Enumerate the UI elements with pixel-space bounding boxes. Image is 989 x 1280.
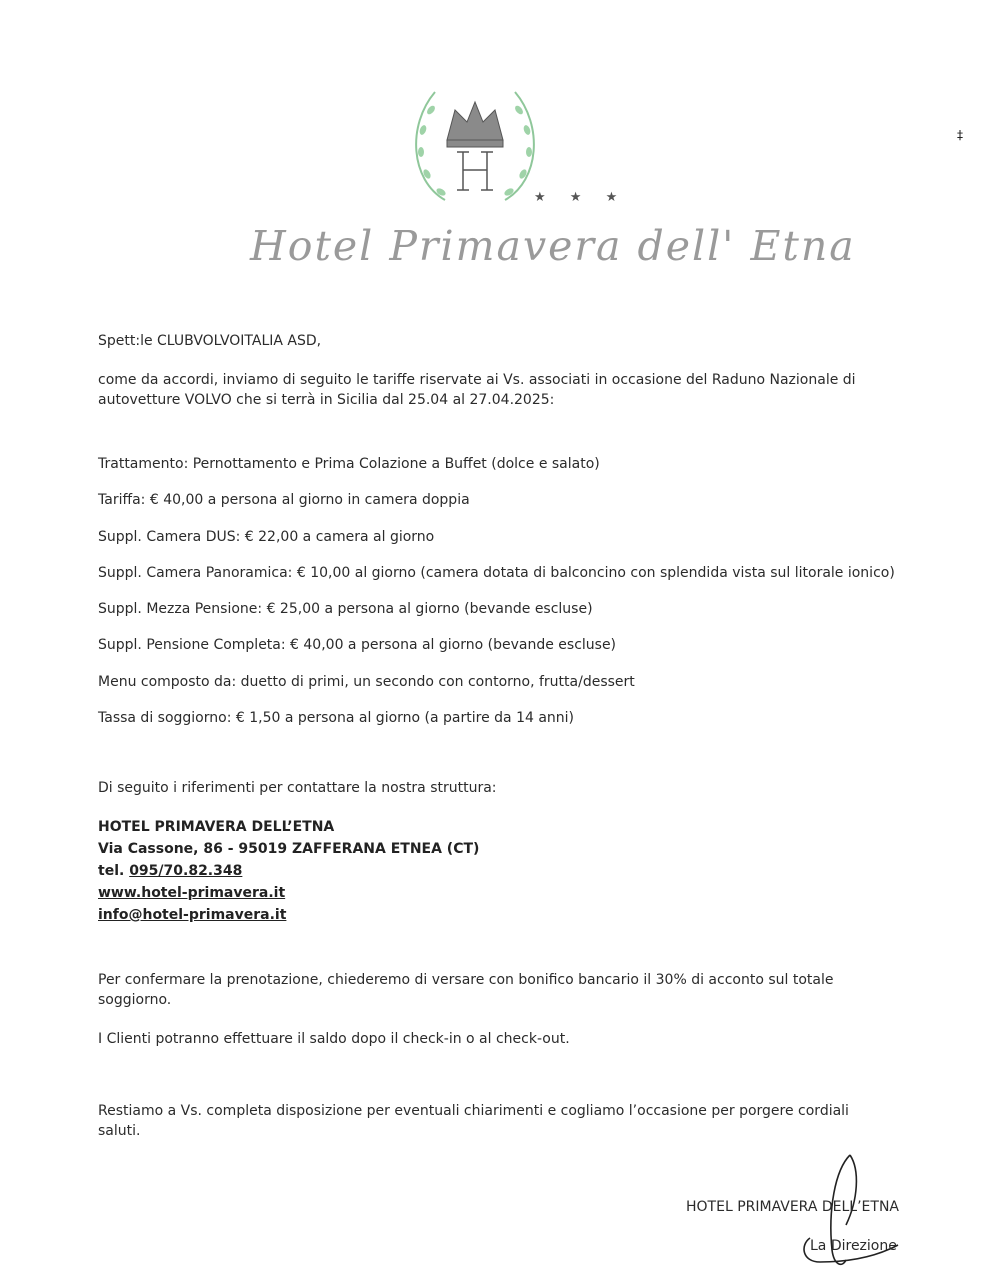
rates-list — [98, 454, 895, 744]
greeting: Spett:le CLUBVOLVOITALIA ASD, — [98, 333, 322, 349]
intro-paragraph: come da accordi, inviamo di seguito le tariffe riservate ai Vs. associati in occasione del Raduno Nazionale di autovetture VOLVO che si terrà in Sicilia dal 25.04 al 27.04.2025: — [98, 372, 856, 408]
balance-paragraph: I Clienti potranno effettuare il saldo dopo il check-in o al check-out. — [98, 1031, 570, 1047]
rate-item: Tassa di soggiorno: € 1,50 a persona al giorno (a partire da 14 anni) — [98, 710, 575, 727]
contact-intro: Di seguito i riferimenti per contattare la nostra struttura: — [98, 780, 497, 796]
rate-item: Tariffa: € 40,00 a persona al giorno in camera doppia — [98, 492, 470, 509]
hotel-crest-logo — [405, 80, 545, 210]
rate-item: Menu composto da: duetto di primi, un secondo con contorno, frutta/dessert — [98, 673, 635, 690]
tel-label: tel. — [98, 863, 130, 879]
rate-item: Suppl. Camera DUS: € 22,00 a camera al giorno — [98, 528, 435, 545]
contact-block — [98, 816, 479, 926]
closing-paragraph: Restiamo a Vs. completa disposizione per eventuali chiarimenti e cogliamo l’occasione per porgere cordiali saluti. — [98, 1103, 849, 1139]
website-link[interactable]: www.hotel-primavera.it — [98, 885, 286, 901]
signature-hotel-name: HOTEL PRIMAVERA DELL’ETNA — [686, 1199, 899, 1215]
rate-item: Suppl. Pensione Completa: € 40,00 a persona al giorno (bevande escluse) — [98, 637, 617, 654]
contact-hotel-name: HOTEL PRIMAVERA DELL’ETNA — [98, 819, 335, 835]
rate-item: Suppl. Camera Panoramica: € 10,00 al giorno (camera dotata di balconcino con splendida vista sul litorale ionico) — [98, 564, 895, 581]
rate-item: Trattamento: Pernottamento e Prima Colazione a Buffet (dolce e salato) — [98, 456, 600, 472]
signature-role: La Direzione — [810, 1238, 897, 1254]
hotel-script-name: Hotel Primavera dell' Etna — [250, 222, 856, 270]
rate-item: Suppl. Mezza Pensione: € 25,00 a persona al giorno (bevande escluse) — [98, 601, 593, 618]
contact-phone-line — [98, 860, 479, 882]
margin-mark: ‡ — [957, 128, 963, 142]
confirm-paragraph: Per confermare la prenotazione, chiederemo di versare con bonifico bancario il 30% di acconto sul totale soggiorno. — [98, 972, 834, 1008]
email-link[interactable]: info@hotel-primavera.it — [98, 907, 287, 923]
hotel-rating-stars: ★ ★ ★ — [534, 190, 628, 205]
contact-address: Via Cassone, 86 - 95019 ZAFFERANA ETNEA (CT) — [98, 841, 480, 857]
phone-link[interactable]: 095/70.82.348 — [129, 863, 243, 879]
